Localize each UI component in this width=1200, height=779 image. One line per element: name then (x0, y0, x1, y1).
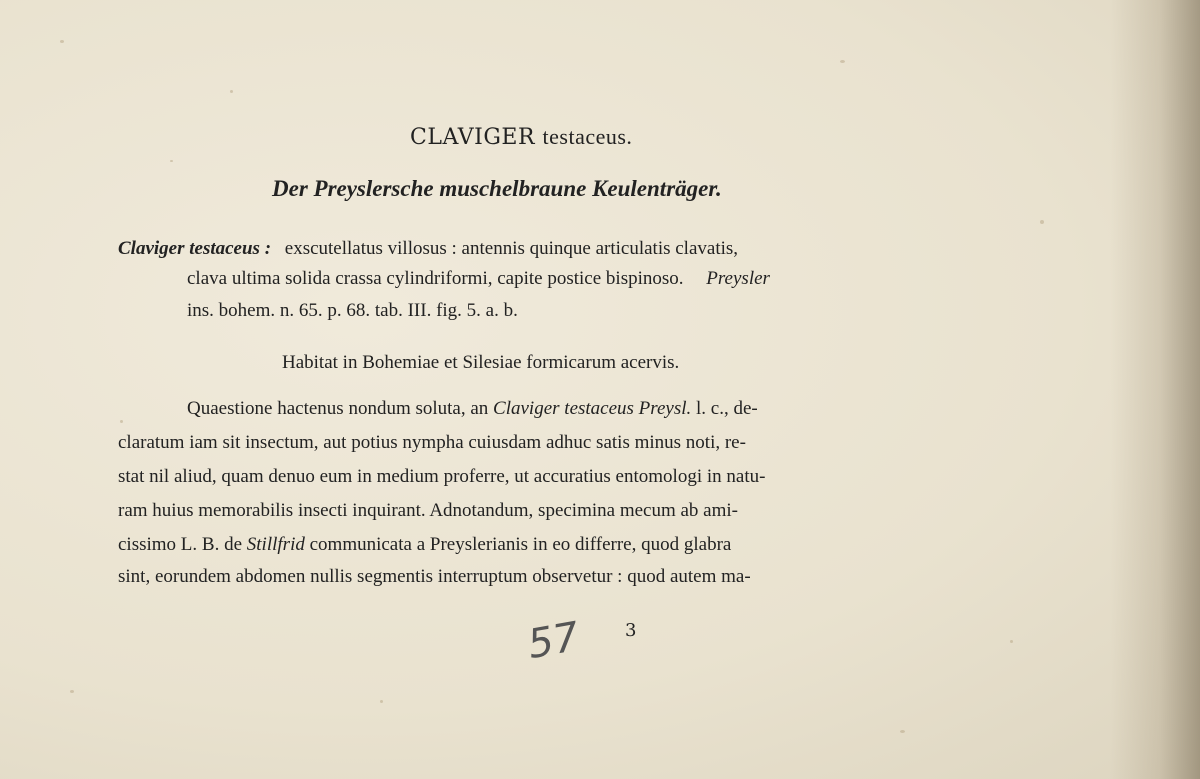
paragraph-line-4: ram huius memorabilis insecti inquirant. Adnotandum, specimina mecum ab ami- (118, 500, 739, 521)
paragraph-line-1 (187, 398, 758, 420)
diagnosis-text: exscutellatus villosus : antennis quinque articulatis clavatis, (284, 238, 739, 259)
paragraph-text: l. c., de- (696, 398, 758, 419)
paper-fleck (60, 40, 64, 43)
diagnosis-text: clava ultima solida crassa cylindriformi, capite postice bispinoso. (187, 268, 684, 289)
paper-fleck (900, 730, 905, 733)
species-name: testaceus. (542, 124, 633, 149)
paragraph-line-2: claratum iam sit insectum, aut potius nympha cuiusdam adhuc satis minus noti, re- (118, 432, 746, 453)
paper-fleck (120, 420, 123, 423)
paragraph-text: cissimo L. B. de (118, 534, 243, 555)
diagnosis-line-2 (187, 268, 770, 290)
paper-fleck (230, 90, 233, 93)
genus-name: CLAVIGER (410, 125, 536, 150)
species-reference: Claviger testaceus Preysl. (493, 398, 692, 419)
author-name: Preysler (706, 268, 770, 289)
habitat-line: Habitat in Bohemiae et Silesiae formicarum acervis. (282, 352, 680, 373)
paper-fleck (170, 160, 173, 162)
paper-fleck (1010, 640, 1013, 643)
paragraph-line-3: stat nil aliud, quam denuo eum in medium proferre, ut accuratius entomologi in natu- (118, 466, 766, 487)
paper-fleck (70, 690, 74, 693)
handwritten-number: 57 (524, 613, 583, 669)
species-label: Claviger testaceus : (118, 238, 272, 259)
paragraph-line-6: sint, eorundem abdomen nullis segmentis interruptum observetur : quod autem ma- (118, 566, 751, 587)
person-name: Stillfrid (246, 534, 305, 555)
page-edge-shadow (1110, 0, 1200, 779)
paper-fleck (840, 60, 845, 63)
paragraph-text: Quaestione hactenus nondum soluta, an (187, 398, 489, 419)
paragraph-line-5 (118, 534, 731, 556)
diagnosis-line-1 (118, 238, 738, 260)
paragraph-text: communicata a Preyslerianis in eo differre, quod glabra (309, 534, 732, 555)
diagnosis-line-3: ins. bohem. n. 65. p. 68. tab. III. fig. 5. a. b. (187, 300, 518, 321)
page-title (410, 124, 632, 150)
paper-fleck (1040, 220, 1044, 224)
page-number: 3 (625, 620, 637, 641)
paper-fleck (380, 700, 383, 703)
german-subtitle: Der Preyslersche muschelbraune Keulenträger. (272, 176, 722, 201)
